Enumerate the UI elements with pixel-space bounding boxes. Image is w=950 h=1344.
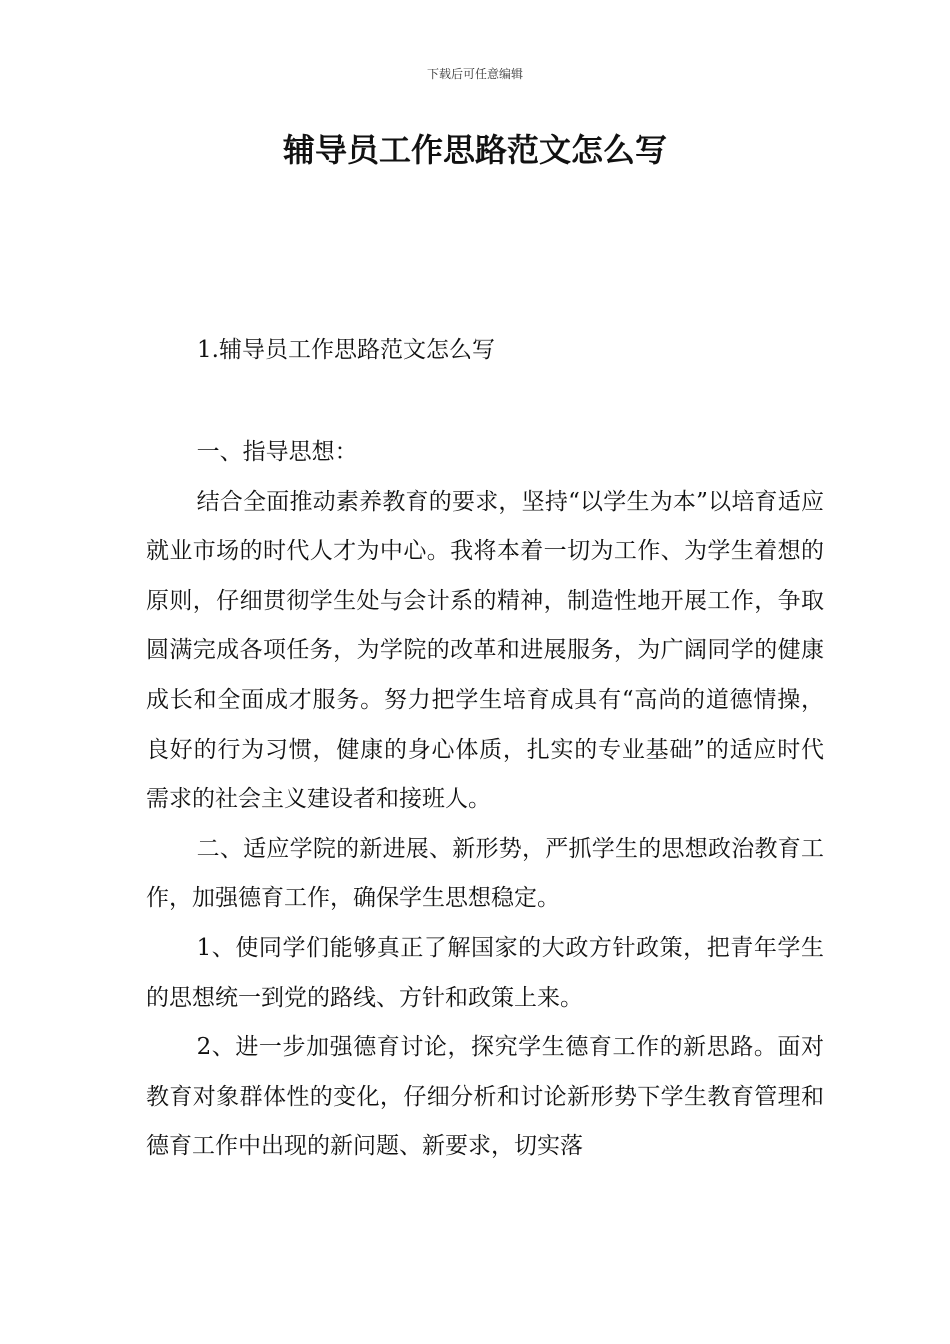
header-note: 下载后可任意编辑 xyxy=(426,67,523,81)
document-title: 辅导员工作思路范文怎么写 xyxy=(282,131,667,169)
section-heading: 1.辅导员工作思路范文怎么写 xyxy=(197,337,495,363)
document-body xyxy=(146,428,824,1172)
paragraph-item-two: 2、进一步加强德育讨论，探究学生德育工作的新思路。面对教育对象群体性的变化，仔细分析和讨论新形势下学生教育管理和德育工作中出现的新问题、新要求，切实落 xyxy=(146,1034,824,1160)
paragraph-guiding-ideology: 结合全面推动素养教育的要求，坚持“以学生为本”以培育适应就业市场的时代人才为中心。我将本着一切为工作、为学生着想的原则，仔细贯彻学生处与会计系的精神，制造性地开展工作，争取圆满完成各项任务，为学院的改革和进展服务，为广阔同学的健康成长和全面成才服务。努力把学生培育成具有“高尚的道德情操，良好的行为习惯，健康的身心体质，扎实的专业基础”的适应时代需求的社会主义建设者和接班人。 xyxy=(146,488,824,813)
paragraph-item-one: 1、使同学们能够真正了解国家的大政方针政策，把青年学生的思想统一到党的路线、方针和政策上来。 xyxy=(146,934,824,1011)
paragraph-section-two: 二、适应学院的新进展、新形势，严抓学生的思想政治教育工作，加强德育工作，确保学生思想稳定。 xyxy=(146,835,824,912)
paragraph-guiding-ideology-heading: 一、指导思想： xyxy=(196,439,358,465)
